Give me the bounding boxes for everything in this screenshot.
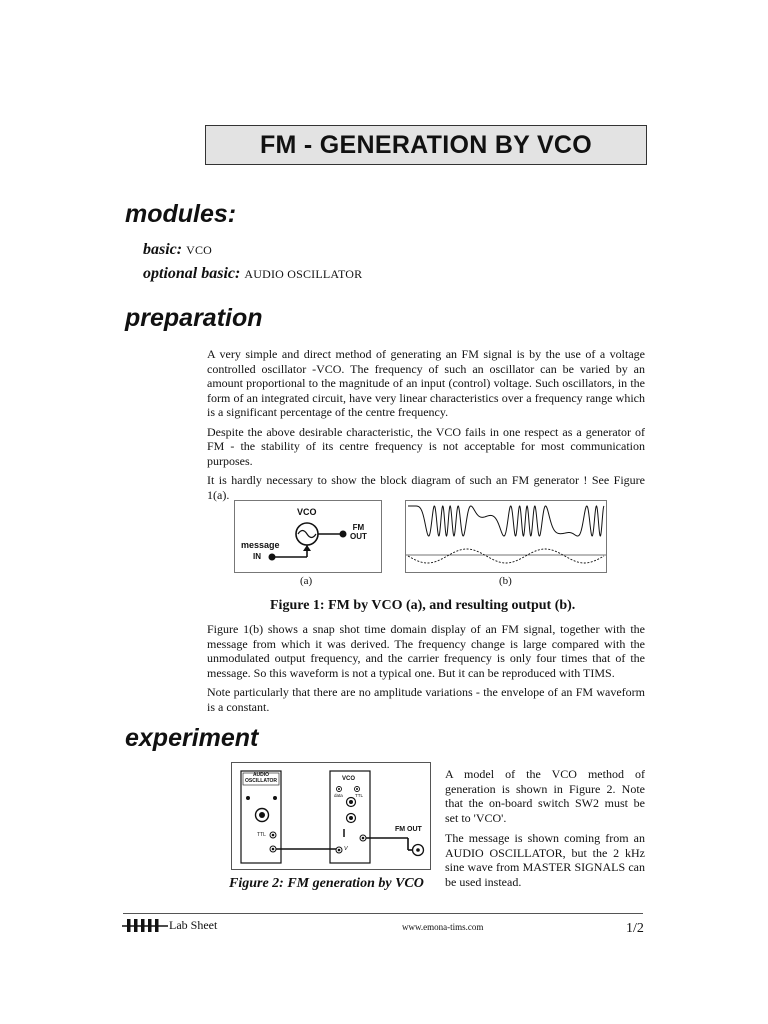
figure1-block-diagram <box>234 500 382 573</box>
basic-value: VCO <box>186 243 213 257</box>
preparation-paragraph: Despite the above desirable characteristic, the VCO fails in one respect as a generator of FM - the stability of its centre frequency is not acceptable for most communication purposes. <box>207 424 645 468</box>
ttl2-label: TTL <box>355 793 364 798</box>
page-number: 1/2 <box>626 921 644 936</box>
optional-label: optional basic: <box>143 265 241 282</box>
fm-label: FM <box>352 523 365 532</box>
preparation-paragraph: A very simple and direct method of generating an FM signal is by the use of a voltage controlled oscillator -VCO. The frequency of such an oscillator can be varied by an amount proportional to the magnitude of an input (control) voltage. Such oscillators, in the form of an integrated circuit, have very linear characteristics over a frequency range which is a significant percentage of the centre frequency. <box>207 347 645 419</box>
experiment-paragraph: A model of the VCO method of generation is shown in Figure 2. Note that the on-board switch SW2 must be set to 'VCO'. <box>445 767 645 825</box>
in-label: IN <box>253 552 261 561</box>
figure1-caption: Figure 1: FM by VCO (a), and resulting output (b). <box>270 598 576 613</box>
figure1-sub-b: (b) <box>499 575 512 587</box>
modules-basic <box>143 241 212 259</box>
experiment-paragraph: The message is shown coming from an AUDIO OSCILLATOR, but the 2 kHz sine wave from MASTER SIGNALS can be used instead. <box>445 831 645 889</box>
experiment-heading: experiment <box>125 724 259 752</box>
preparation-heading: preparation <box>125 304 263 332</box>
experiment-text <box>445 767 645 889</box>
ttl-label: TTL <box>257 832 266 838</box>
audio-oscillator-label <box>245 773 277 784</box>
message-trace <box>408 549 604 563</box>
footer-url[interactable]: www.emona-tims.com <box>402 922 484 932</box>
audio-label: AUDIO <box>252 772 270 778</box>
preparation-paragraph: It is hardly necessary to show the block diagram of such an FM generator ! See Figure 1(a). <box>207 473 645 502</box>
fm-signal-trace <box>408 506 604 536</box>
vin-label: V <box>344 846 348 852</box>
optional-value: AUDIO OSCILLATOR <box>244 267 363 281</box>
data-label: data <box>334 793 343 798</box>
message-label: message <box>241 540 280 550</box>
fm-out-label <box>350 523 367 541</box>
modules-optional <box>143 265 362 283</box>
tims-logo-icon <box>122 917 168 938</box>
footer-lab-sheet: Lab Sheet <box>169 918 218 932</box>
figure1-sub-a: (a) <box>300 575 313 587</box>
vco-module-label: VCO <box>342 776 356 782</box>
fm-waveform-plot <box>406 501 606 572</box>
out-label: OUT <box>350 532 367 541</box>
preparation-text <box>207 347 645 502</box>
discussion-paragraph: Figure 1(b) shows a snap shot time domain display of an FM signal, together with the message from which it was derived. The frequency change is large compared with the unmodulated output frequency, and the carrier frequency is only four times that of the message. So this waveform is not a typical one. But it can be reproduced with TIMS. <box>207 622 645 680</box>
figure1-waveform <box>405 500 607 573</box>
footer-divider <box>123 913 643 914</box>
modules-heading: modules: <box>125 200 237 228</box>
vco-label: VCO <box>297 507 317 517</box>
basic-label: basic: <box>143 241 183 258</box>
fm-out-label: FM OUT <box>395 826 422 833</box>
oscillator-label: OSCILLATOR <box>245 777 278 784</box>
figure2-patch-diagram <box>231 762 431 870</box>
figure1-discussion <box>207 622 645 714</box>
page-title: FM - GENERATION BY VCO <box>205 125 647 165</box>
discussion-paragraph: Note particularly that there are no amplitude variations - the envelope of an FM waveform is a constant. <box>207 685 645 714</box>
figure2-caption: Figure 2: FM generation by VCO <box>229 876 424 891</box>
